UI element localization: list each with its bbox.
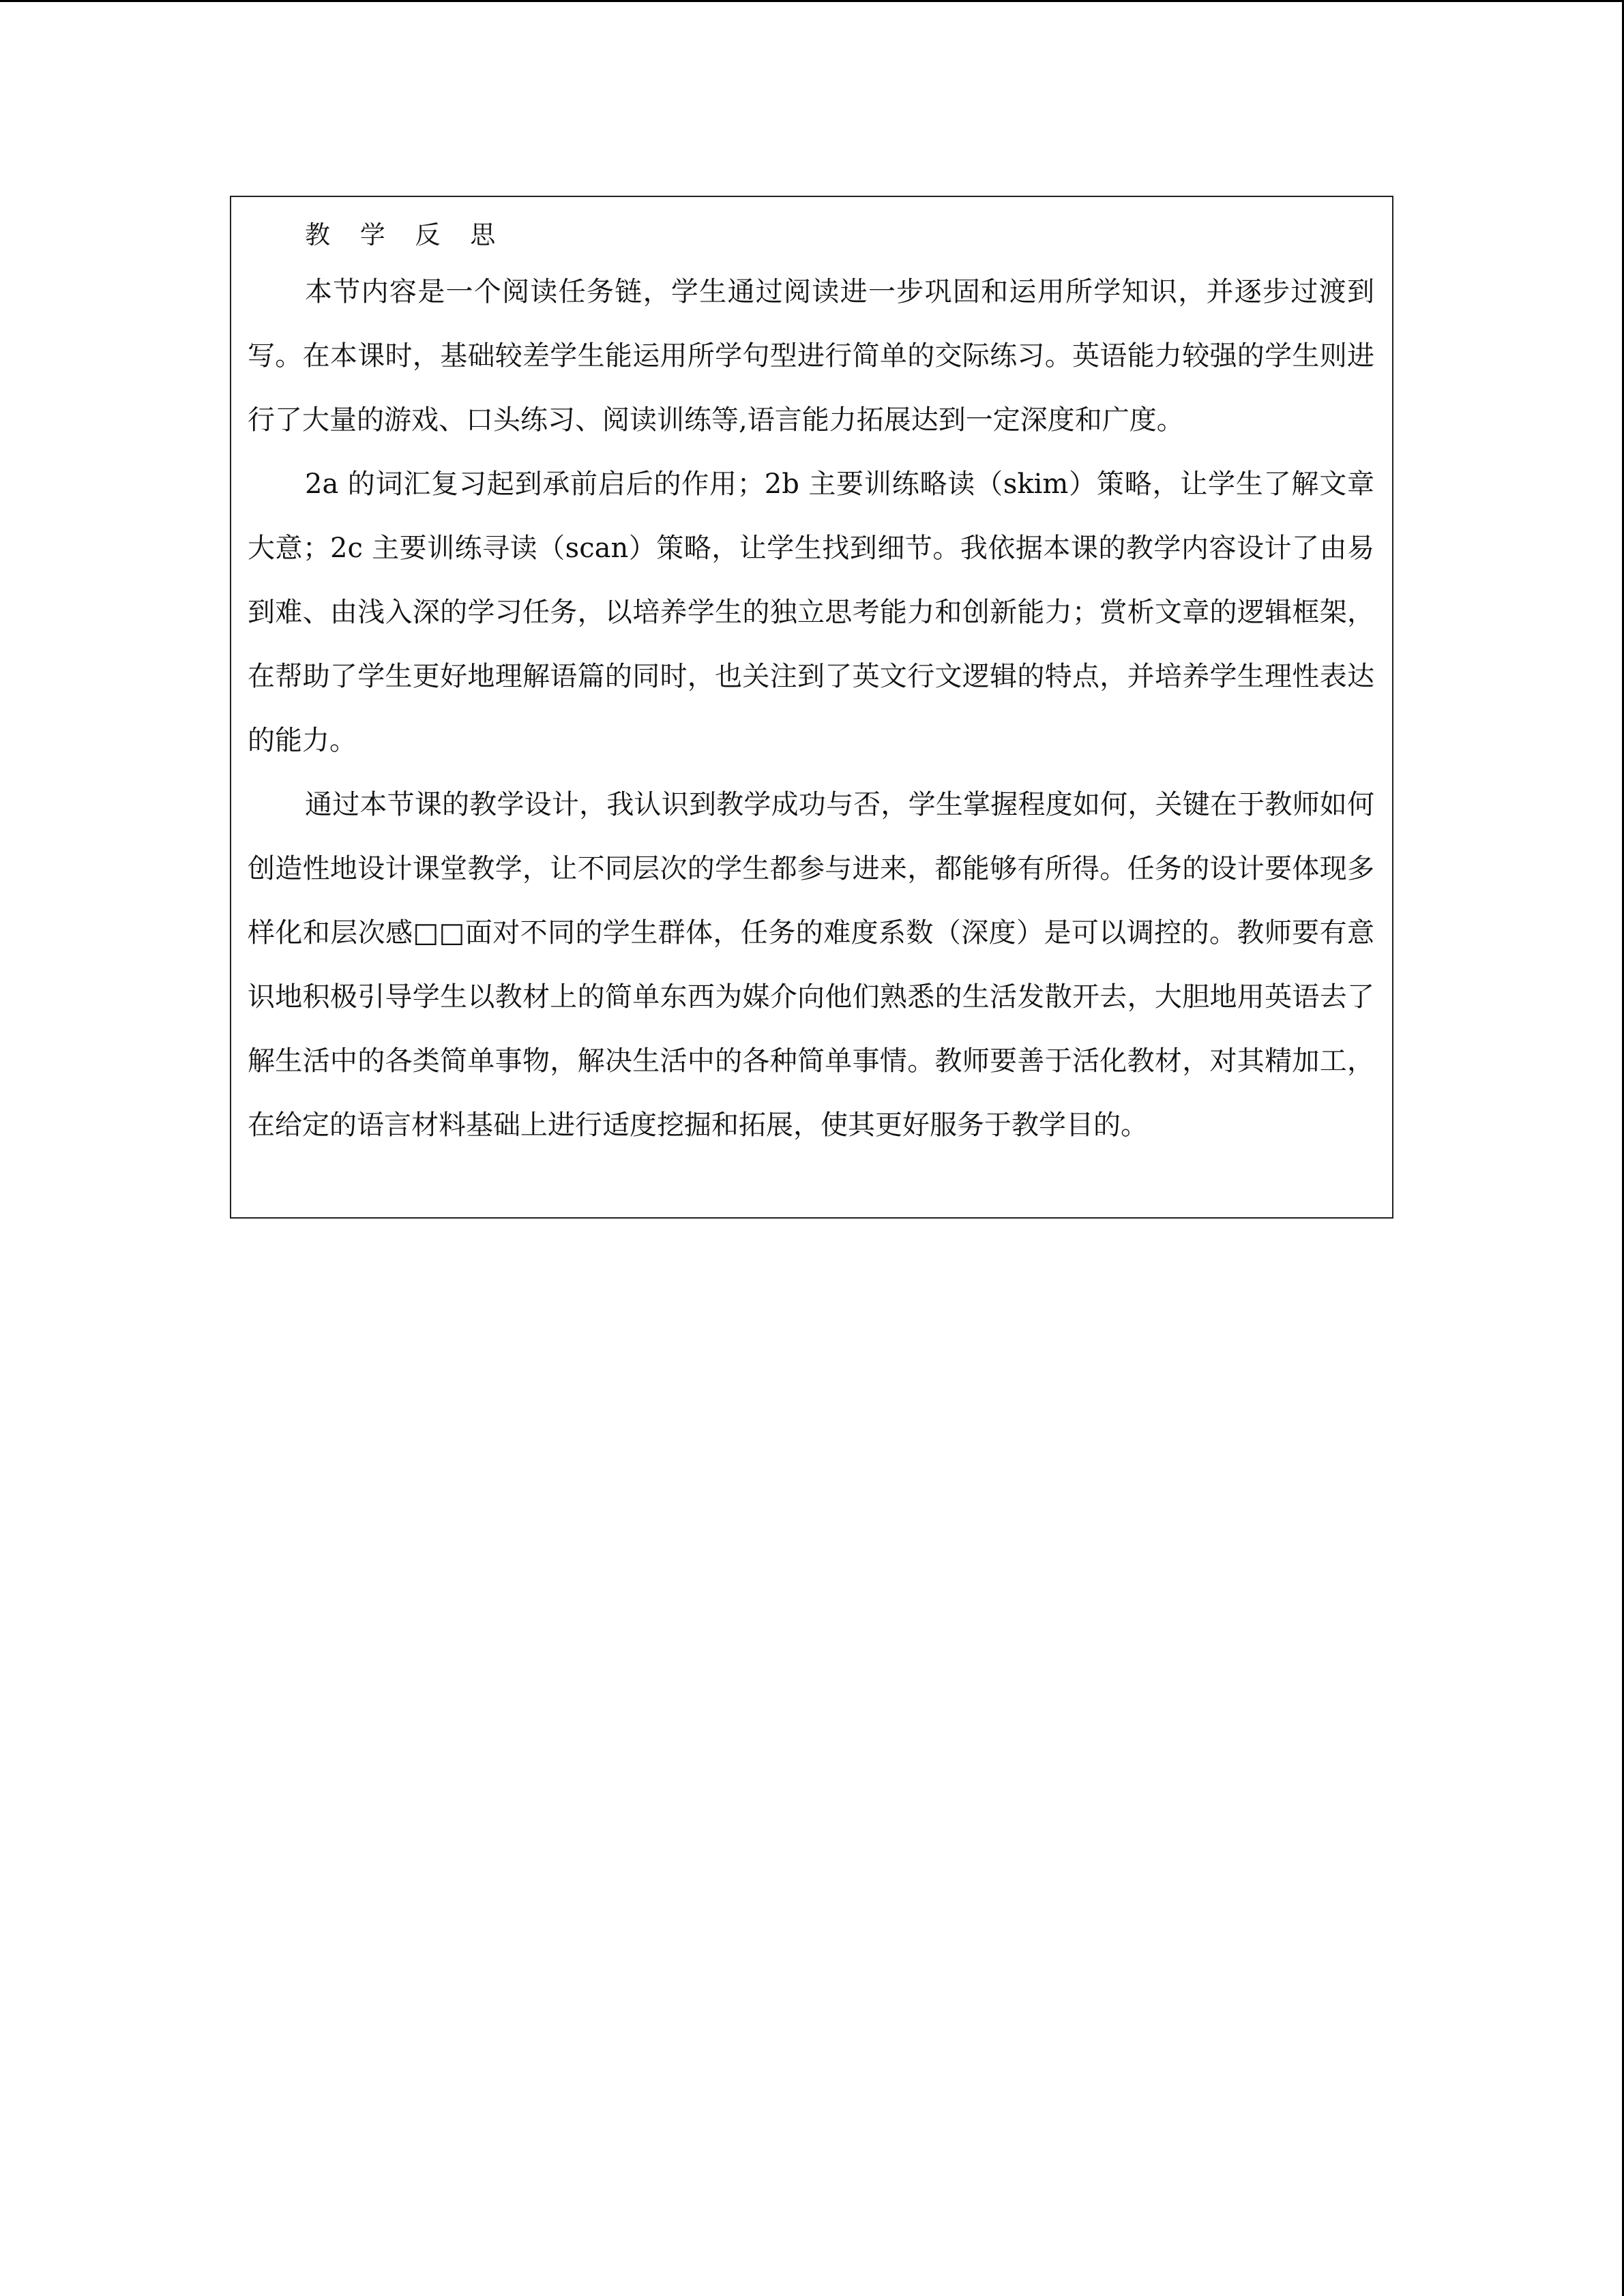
paragraph-2: 2a 的词汇复习起到承前启后的作用；2b 主要训练略读（skim）策略，让学生了解文章大意；2c 主要训练寻读（scan）策略，让学生找到细节。我依据本课的教学内容设计了由易到难、由浅入深的学习任务，以培养学生的独立思考能力和创新能力；赏析文章的逻辑框架，在帮助了学生更好地理解语篇的同时，也关注到了英文行文逻辑的特点，并培养学生理性表达的能力。 <box>248 468 1374 756</box>
teaching-reflection-box <box>230 196 1393 1219</box>
page-top-border <box>0 0 1624 2</box>
paragraph-3: 通过本节课的教学设计，我认识到教学成功与否，学生掌握程度如何，关键在于教师如何创造性地设计课堂教学，让不同层次的学生都参与进来，都能够有所得。任务的设计要体现多样化和层次感□□面对不同的学生群体，任务的难度系数（深度）是可以调控的。教师要有意识地积极引导学生以教材上的简单东西为媒介向他们熟悉的生活发散开去，大胆地用英语去了解生活中的各类简单事物，解决生活中的各种简单事情。教师要善于活化教材，对其精加工，在给定的语言材料基础上进行适度挖掘和拓展，使其更好服务于教学目的。 <box>248 789 1374 1141</box>
paragraph-1: 本节内容是一个阅读任务链，学生通过阅读进一步巩固和运用所学知识，并逐步过渡到写。在本课时，基础较差学生能运用所学句型进行简单的交际练习。英语能力较强的学生则进行了大量的游戏、口头练习、阅读训练等,语言能力拓展达到一定深度和广度。 <box>248 276 1374 436</box>
section-title: 教 学 反 思 <box>305 220 507 250</box>
